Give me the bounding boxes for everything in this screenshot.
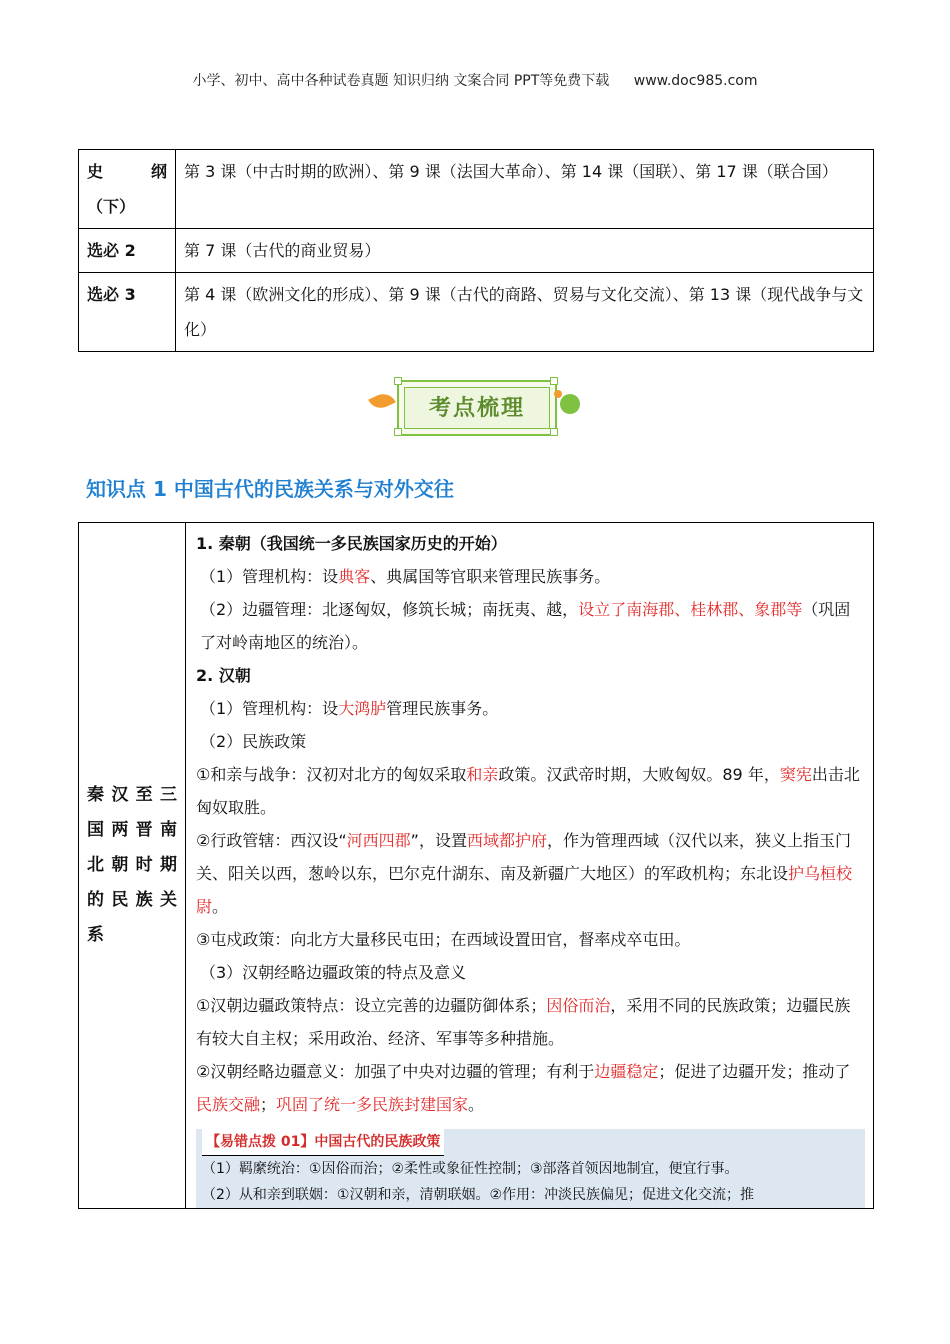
label-char: （下）	[87, 197, 136, 216]
corner-decor	[550, 377, 558, 385]
section-banner	[364, 378, 586, 436]
banner-title: 考点梳理	[428, 396, 525, 421]
paragraph: ②行政管辖：西汉设“河西四郡”，设置西域都护府，作为管理西域（汉代以来，狭义上指玉门关、阳关以西，葱岭以东，巴尔克什湖东、南及新疆广大地区）的军政机构；东北设护乌桓校尉。	[196, 831, 853, 916]
paragraph: （2）边疆管理：北逐匈奴，修筑长城；南抚夷、越，设立了南海郡、桂林郡、象郡等（巩固了对岭南地区的统治）。	[200, 600, 851, 652]
tip-box	[196, 1129, 865, 1208]
section-title: 1. 秦朝（我国统一多民族国家历史的开始）	[196, 534, 507, 553]
header-site-link[interactable]: www.doc985.com	[633, 73, 758, 89]
tip-line: （1）羁縻统治：①因俗而治；②柔性或象征性控制；③部落首领因地制宜，便宜行事。	[202, 1161, 739, 1177]
row-label: 选必 2	[79, 229, 176, 273]
paragraph: （1）管理机构：设典客、典属国等官职来管理民族事务。	[200, 567, 611, 586]
corner-decor	[394, 428, 402, 436]
label-char: 史	[87, 162, 104, 181]
table-row	[79, 229, 874, 273]
corner-decor	[550, 428, 558, 436]
circle-icon	[560, 394, 580, 414]
label-char: 纲	[150, 162, 167, 181]
knowledge-point-title: 知识点 1 中国古代的民族关系与对外交往	[86, 477, 454, 501]
table-row	[79, 150, 874, 229]
table-row	[79, 523, 874, 1209]
section-title: 2. 汉朝	[196, 666, 251, 685]
row-content	[186, 523, 874, 1209]
row-content: 第 7 课（古代的商业贸易）	[176, 229, 874, 273]
paragraph: （1）管理机构：设大鸿胪管理民族事务。	[200, 699, 499, 718]
row-label: 秦 汉 至 三 国 两 晋 南 北 朝 时 期 的 民 族 关 系	[79, 523, 186, 1209]
paragraph: （2）民族政策	[200, 732, 307, 751]
paragraph: ②汉朝经略边疆意义：加强了中央对边疆的管理；有利于边疆稳定；促进了边疆开发；推动了民族交融；巩固了统一多民族封建国家。	[196, 1062, 851, 1114]
paragraph: ①汉朝边疆政策特点：设立完善的边疆防御体系；因俗而治，采用不同的民族政策；边疆民族有较大自主权；采用政治、经济、军事等多种措施。	[196, 996, 851, 1048]
tip-line: （2）从和亲到联姻：①汉朝和亲，清朝联姻。②作用：冲淡民族偏见；促进文化交流；推	[202, 1187, 755, 1203]
paragraph: （3）汉朝经略边疆政策的特点及意义	[200, 963, 467, 982]
table-row	[79, 273, 874, 352]
paragraph: ③屯戍政策：向北方大量移民屯田；在西域设置田官，督率戍卒屯田。	[196, 930, 691, 949]
paragraph: ①和亲与战争：汉初对北方的匈奴采取和亲政策。汉武帝时期，大败匈奴。89 年，窦宪出击北匈奴取胜。	[196, 765, 860, 817]
knowledge-table	[78, 522, 874, 1209]
corner-decor	[394, 377, 402, 385]
tip-title: 【易错点拨 01】中国古代的民族政策	[202, 1129, 444, 1156]
row-label	[79, 150, 176, 229]
page-header	[0, 70, 950, 90]
row-content: 第 3 课（中古时期的欧洲）、第 9 课（法国大革命）、第 14 课（国联）、第 17 课（联合国）	[176, 150, 874, 229]
curriculum-table	[78, 149, 874, 352]
dot-icon	[554, 390, 562, 398]
header-text: 小学、初中、高中各种试卷真题 知识归纳 文案合同 PPT等免费下载	[192, 73, 610, 89]
row-content: 第 4 课（欧洲文化的形成）、第 9 课（古代的商路、贸易与文化交流）、第 13 课（现代战争与文化）	[176, 273, 874, 352]
leaf-icon	[368, 390, 396, 413]
row-label: 选必 3	[79, 273, 176, 352]
